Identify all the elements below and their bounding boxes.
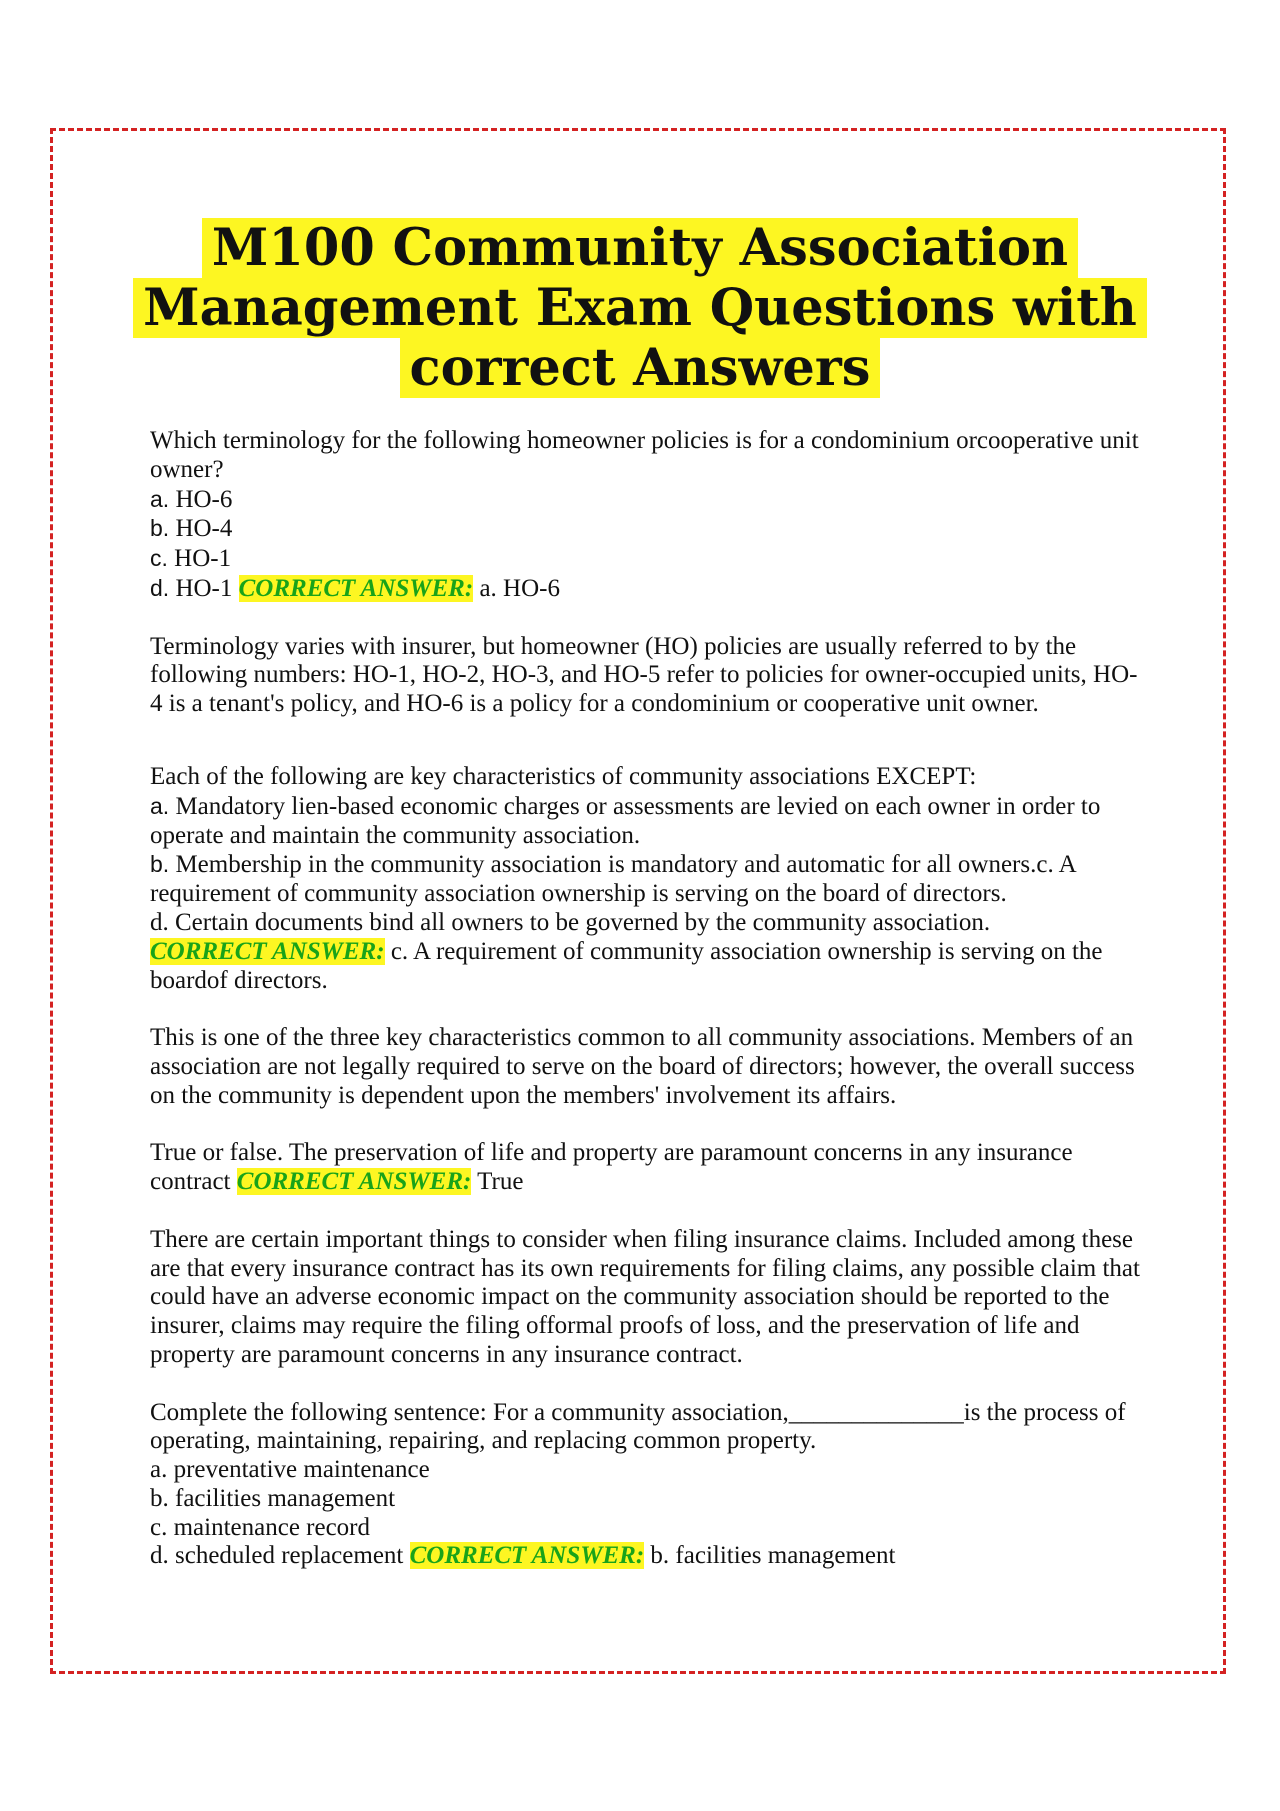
q1-option-a: a. HO-6 <box>150 485 233 513</box>
correct-answer-label: CORRECT ANSWER: <box>409 1542 645 1570</box>
q4-option-a: a. preventative maintenance <box>150 1456 430 1484</box>
title-line-3: correct Answers <box>400 338 881 398</box>
document-body <box>150 427 1140 1571</box>
q4-option-d: d. scheduled replacement CORRECT ANSWER: b. facilities management <box>150 1542 896 1570</box>
document-title <box>60 218 1220 398</box>
q2-option-b: b. Membership in the community association is mandatory and automatic for all owners.c. A requirement of community association ownership is serving on the board of directors. <box>150 851 1076 908</box>
q2-answer: c. A requirement of community association ownership is serving on the boardof directors. <box>150 937 1103 994</box>
q4-option-b: b. facilities management <box>150 1484 396 1512</box>
title-line-2: Management Exam Questions with <box>133 278 1147 338</box>
q3-question: True or false. The preservation of life and property are paramount concerns in any insurance contract CORRECT ANSWER: True <box>150 1139 1073 1196</box>
q4-option-c: c. maintenance record <box>150 1513 371 1541</box>
q4-question: Complete the following sentence: For a community association,______________is the process of operating, maintaining, repairing, and replacing common property. <box>150 1398 1126 1455</box>
q1-option-d: d. HO-1 CORRECT ANSWER: a. HO-6 <box>150 574 560 602</box>
correct-answer-label: CORRECT ANSWER: <box>150 937 385 965</box>
correct-answer-label: CORRECT ANSWER: <box>236 1168 472 1196</box>
q2-option-a: a. Mandatory lien-based economic charges or assessments are levied on each owner in order to operate and maintain the community association. <box>150 792 1101 849</box>
correct-answer-label: CORRECT ANSWER: <box>238 574 474 602</box>
q3-answer: True <box>477 1168 524 1196</box>
q2-explanation: This is one of the three key characteristics common to all community associations. Members of an association are not legally required to serve on the board of directors; however, the overall success on the community is dependent upon the members' involvement its affairs. <box>150 1024 1135 1109</box>
q1-option-c: c. HO-1 <box>150 545 232 573</box>
q1-question: Which terminology for the following homeowner policies is for a condominium orcooperative unit owner? <box>150 427 1139 483</box>
q2-answer-line <box>150 938 1140 996</box>
q2-question: Each of the following are key characteristics of community associations EXCEPT: <box>150 762 977 790</box>
q4-answer: b. facilities management <box>650 1542 896 1570</box>
q1-answer: a. HO-6 <box>479 574 560 602</box>
q3-explanation: There are certain important things to consider when filing insurance claims. Included among these are that every insurance contract has its own requirements for filing claims, any possible claim that could have an adverse economic impact on the community association should be reported to the insurer, claims may require the filing offormal proofs of loss, and the preservation of life and property are paramount concerns in any insurance contract. <box>150 1225 1140 1368</box>
q1-option-b: b. HO-4 <box>150 515 233 543</box>
title-line-1: M100 Community Association <box>202 218 1078 278</box>
q1-explanation: Terminology varies with insurer, but homeowner (HO) policies are usually referred to by the following numbers: HO-1, HO-2, HO-3, and HO-5 refer to policies for owner-occupied units, HO-4 is a tenant's policy, and HO-6 is a policy for a condominium or cooperative unit owner. <box>150 632 1138 718</box>
q2-option-d: d. Certain documents bind all owners to be governed by the community association. <box>150 908 991 936</box>
